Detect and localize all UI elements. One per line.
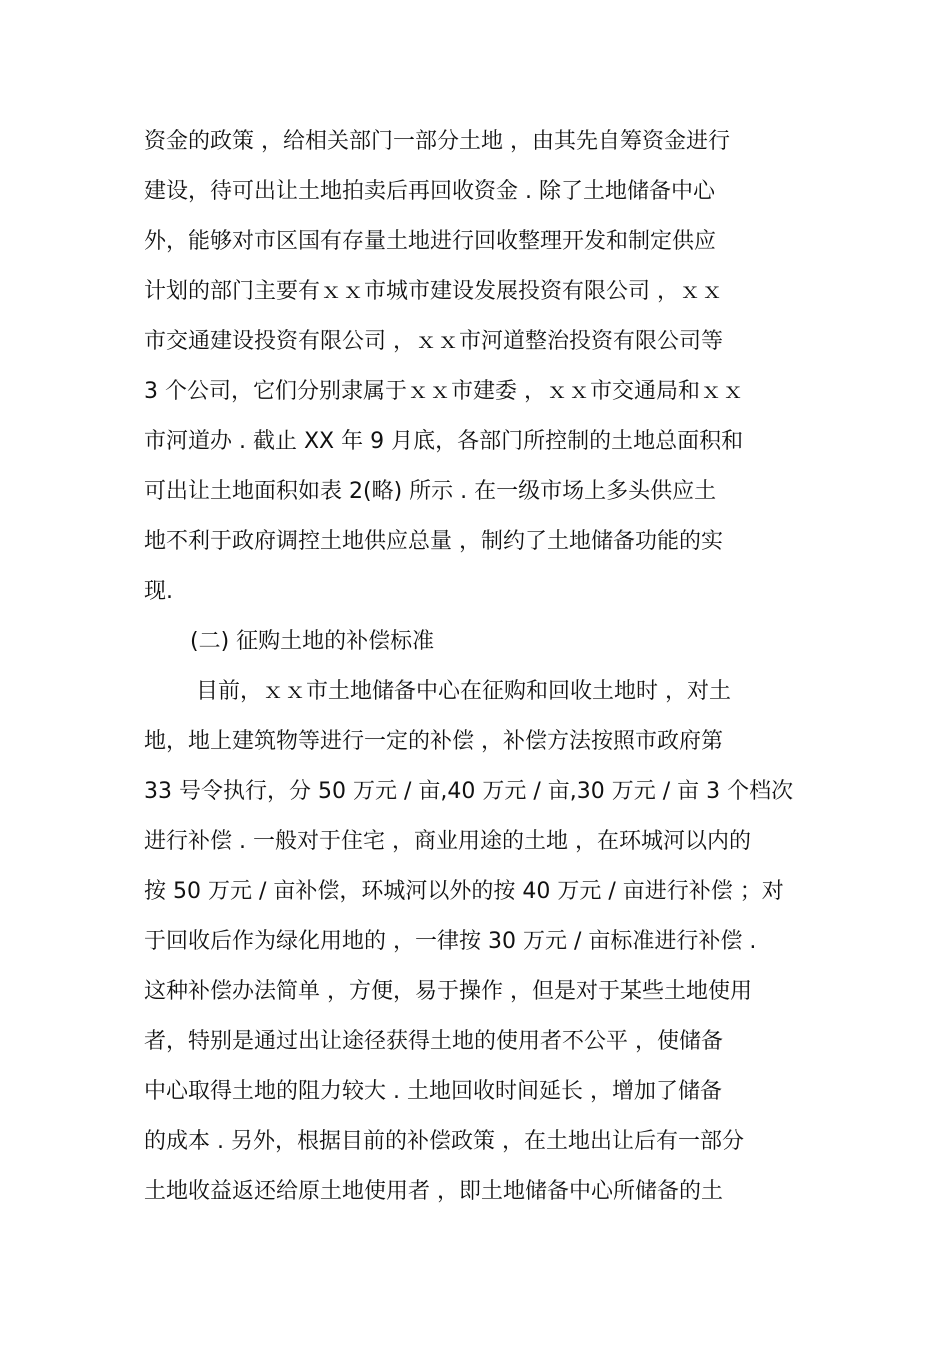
text-line: 资金的政策 ，给相关部门一部分土地 ，由其先自筹资金进行 [144,129,730,154]
text-line: 于回收后作为绿化用地的 ，一律按 30 万元 / 亩标准进行补偿 . [144,929,757,954]
text-line: 地不利于政府调控土地供应总量 ，制约了土地储备功能的实 [144,529,723,554]
text-line: 33 号令执行，分 50 万元 / 亩,40 万元 / 亩,30 万元 / 亩 3 个档次 [144,779,794,804]
section-heading: (二) 征购土地的补偿标准 [190,629,435,654]
text-line: 进行补偿 . 一般对于住宅 ，商业用途的土地 ，在环城河以内的 [144,829,751,854]
text-line: 外，能够对市区国有存量土地进行回收整理开发和制定供应 [144,229,717,254]
text-line: 地，地上建筑物等进行一定的补偿 ，补偿方法按照市政府第 [144,729,723,754]
text-line: 的成本 . 另外，根据目前的补偿政策 ，在土地出让后有一部分 [144,1129,744,1154]
text-line: 建设，待可出让土地拍卖后再回收资金 . 除了土地储备中心 [144,179,715,204]
text-line: 中心取得土地的阻力较大 . 土地回收时间延长 ，增加了储备 [144,1079,722,1104]
text-line: 市交通建设投资有限公司 ，ｘｘ市河道整治投资有限公司等 [144,329,723,354]
text-line: 可出让土地面积如表 2(略) 所示 . 在一级市场上多头供应土 [144,479,717,504]
text-line: 市河道办 . 截止 XX 年 9 月底，各部门所控制的土地总面积和 [144,429,744,454]
text-line: 现. [144,579,173,604]
text-line: 按 50 万元 / 亩补偿，环城河以外的按 40 万元 / 亩进行补偿 ；对 [144,879,784,904]
text-line: 目前，ｘｘ市土地储备中心在征购和回收土地时 ，对土 [196,679,731,704]
text-line: 这种补偿办法简单 ，方便，易于操作 ，但是对于某些土地使用 [144,979,752,1004]
text-line: 3 个公司，它们分别隶属于ｘｘ市建委 ，ｘｘ市交通局和ｘｘ [144,379,744,404]
text-line: 者，特别是通过出让途径获得土地的使用者不公平 ，使储备 [144,1029,723,1054]
text-line: 计划的部门主要有ｘｘ市城市建设发展投资有限公司 ，ｘｘ [144,279,723,304]
text-line: 土地收益返还给原土地使用者 ，即土地储备中心所储备的土 [144,1179,723,1204]
